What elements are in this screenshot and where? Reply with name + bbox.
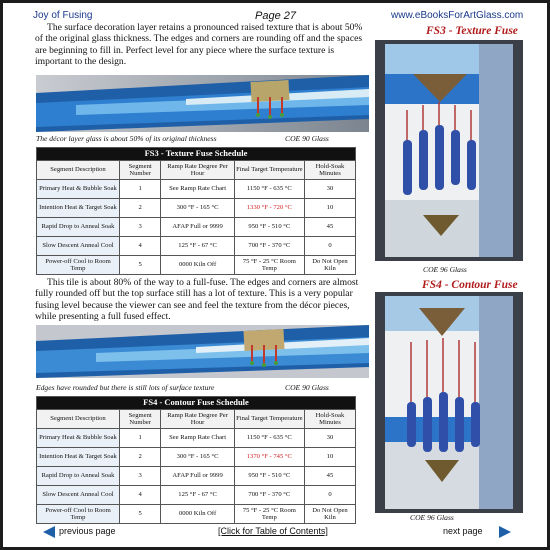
table-cell: 10 <box>304 448 355 467</box>
table-cell: Do Not Open Kiln <box>304 505 355 524</box>
fs4-header-segment-description: Segment Description <box>37 410 120 429</box>
table-cell: 75 °F - 25 °C Room Temp <box>234 256 304 275</box>
book-title: Joy of Fusing <box>33 10 93 21</box>
fs3-schedule-table <box>36 147 356 275</box>
table-cell: AFAP Full or 9999 <box>161 467 234 486</box>
table-cell: 125 °F - 67 °C <box>161 486 234 505</box>
fs4-table-title: FS4 - Contour Fuse Schedule <box>37 397 356 410</box>
fs3-caption-coe96: COE 96 Glass <box>423 265 467 274</box>
page-number: Page 27 <box>255 10 296 22</box>
table-cell: 300 °F - 165 °C <box>161 448 234 467</box>
fs4-header-ramp-rate: Ramp Rate Degree Per Hour <box>161 410 234 429</box>
table-cell: See Ramp Rate Chart <box>161 180 234 199</box>
table-cell: 3 <box>119 467 160 486</box>
table-cell: 125 °F - 67 °C <box>161 237 234 256</box>
page <box>3 3 547 547</box>
table-row <box>37 237 356 256</box>
table-cell: 1150 °F - 635 °C <box>234 180 304 199</box>
fs3-header-hold-soak: Hold-Soak Minutes <box>304 161 355 180</box>
table-cell: 700 °F - 370 °C <box>234 237 304 256</box>
fs3-header-segment-number: Segment Number <box>119 161 160 180</box>
table-cell: 1150 °F - 635 °C <box>234 429 304 448</box>
table-cell: Do Not Open Kiln <box>304 256 355 275</box>
fs4-caption-coe90: COE 90 Glass <box>285 383 329 392</box>
table-cell: Primary Heat & Bubble Soak <box>37 429 120 448</box>
table-cell: 3 <box>119 218 160 237</box>
table-cell: 5 <box>119 505 160 524</box>
table-cell: Power-off Cool to Room Temp <box>37 505 120 524</box>
table-row <box>37 429 356 448</box>
table-cell: 950 °F - 510 °C <box>234 218 304 237</box>
table-cell: 950 °F - 510 °C <box>234 467 304 486</box>
table-row <box>37 486 356 505</box>
table-cell: 2 <box>119 199 160 218</box>
table-cell: 700 °F - 370 °C <box>234 486 304 505</box>
table-cell: 45 <box>304 467 355 486</box>
fs3-caption-left: The décor layer glass is about 50% of its original thickness <box>36 134 217 143</box>
fs3-header-final-target: Final Target Temperature <box>234 161 304 180</box>
table-cell: 5 <box>119 256 160 275</box>
fs4-header-hold-soak: Hold-Soak Minutes <box>304 410 355 429</box>
table-cell: 1 <box>119 180 160 199</box>
table-row <box>37 180 356 199</box>
table-cell: Slow Descent Anneal Cool <box>37 486 120 505</box>
fs4-caption-coe96: COE 96 Glass <box>410 513 454 522</box>
table-cell: 30 <box>304 180 355 199</box>
table-row <box>37 505 356 524</box>
table-cell: 2 <box>119 448 160 467</box>
fs4-paragraph: This tile is about 80% of the way to a full-fuse. The edges and corners are almost fully rounded off but the top surface still has a lot of texture. This is a very popular fusing level because the viewer can see and feel the texture from the décor pieces, while presenting a full fused effect. <box>35 277 359 323</box>
table-cell: Primary Heat & Bubble Soak <box>37 180 120 199</box>
table-cell-target-temp: 1370 °F - 745 °C <box>234 448 304 467</box>
table-cell: Rapid Drop to Anneal Soak <box>37 467 120 486</box>
fs3-header-ramp-rate: Ramp Rate Degree Per Hour <box>161 161 234 180</box>
fs4-header-final-target: Final Target Temperature <box>234 410 304 429</box>
next-page-label: next page <box>443 526 483 536</box>
fs4-tall-photo <box>375 292 523 513</box>
table-row <box>37 256 356 275</box>
fs3-tall-photo <box>375 40 523 261</box>
fs3-title: FS3 - Texture Fuse <box>426 25 518 37</box>
arrow-right-icon <box>499 526 511 538</box>
previous-page-label: previous page <box>59 526 116 536</box>
table-cell: 1 <box>119 429 160 448</box>
fs4-caption-left: Edges have rounded but there is still lots of surface texture <box>36 383 215 392</box>
arrow-left-icon <box>43 526 55 538</box>
table-cell: 4 <box>119 237 160 256</box>
table-row <box>37 467 356 486</box>
website-link[interactable]: www.eBooksForArtGlass.com <box>391 10 524 21</box>
fs3-caption-coe90: COE 90 Glass <box>285 134 329 143</box>
table-cell: 45 <box>304 218 355 237</box>
table-cell: 0 <box>304 237 355 256</box>
table-cell: 0000 Kiln Off <box>161 256 234 275</box>
table-cell: 0000 Kiln Off <box>161 505 234 524</box>
table-cell: See Ramp Rate Chart <box>161 429 234 448</box>
table-cell: 300 °F - 165 °C <box>161 199 234 218</box>
fs3-paragraph: The surface decoration layer retains a pronounced raised texture that is about 50% of the original glass thickness. The edges and corners are rounding off and the spaces are beginning to fill in. Perfect level for any piece where the surface texture is important to the design. <box>35 22 363 68</box>
table-of-contents-link[interactable]: [Click for Table of Contents] <box>218 526 328 536</box>
table-cell: Intention Heat & Target Soak <box>37 448 120 467</box>
table-cell: Rapid Drop to Anneal Soak <box>37 218 120 237</box>
fs4-schedule-table <box>36 396 356 524</box>
fs4-title: FS4 - Contour Fuse <box>422 279 518 291</box>
fs3-table-title: FS3 - Texture Fuse Schedule <box>37 148 356 161</box>
fs3-closeup-photo <box>36 75 369 132</box>
table-row <box>37 199 356 218</box>
table-cell: 0 <box>304 486 355 505</box>
fs4-closeup-photo <box>36 325 369 378</box>
table-cell: 4 <box>119 486 160 505</box>
table-cell: 30 <box>304 429 355 448</box>
table-row <box>37 218 356 237</box>
table-row <box>37 448 356 467</box>
table-cell: Slow Descent Anneal Cool <box>37 237 120 256</box>
table-cell: Power-off Cool to Room Temp <box>37 256 120 275</box>
table-cell: AFAP Full or 9999 <box>161 218 234 237</box>
table-cell: 75 °F - 25 °C Room Temp <box>234 505 304 524</box>
fs3-header-segment-description: Segment Description <box>37 161 120 180</box>
fs4-header-segment-number: Segment Number <box>119 410 160 429</box>
table-cell: 10 <box>304 199 355 218</box>
table-cell-target-temp: 1330 °F - 720 °C <box>234 199 304 218</box>
table-cell: Intention Heat & Target Soak <box>37 199 120 218</box>
